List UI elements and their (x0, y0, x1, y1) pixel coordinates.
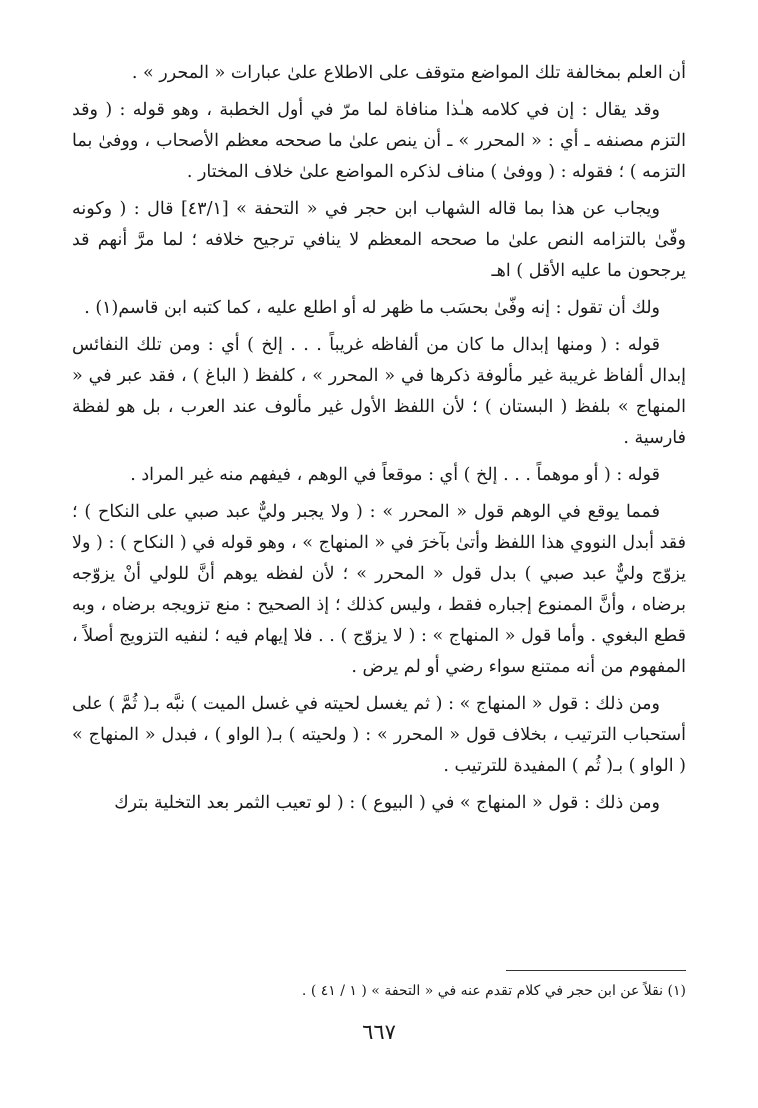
paragraph: ومن ذلك : قول « المنهاج » في ( البيوع ) : ( لو تعيب الثمر بعد التخلية بترك (114, 793, 660, 813)
paragraph: قوله : ( أو موهماً . . . إلخ ) أي : موقعاً في الوهم ، فيفهم منه غير المراد . (130, 465, 660, 485)
paragraph: أن العلم بمخالفة تلك المواضع متوقف على الاطلاع علىٰ عبارات « المحرر » . (131, 63, 686, 83)
paragraph: ومن ذلك : قول « المنهاج » : ( ثم يغسل لحيته في غسل الميت ) نبَّه بـ( ثُمَّ ) على أستحباب الترتيب ، بخلاف قول « المحرر » : ( ولحيته ) بـ( الواو ) ، فبدل « المنهاج » ( الواو ) بـ( ثُم ) المفيدة للترتيب . (72, 694, 686, 776)
paragraph: ولك أن تقول : إنه وفّىٰ بحسَب ما ظهر له أو اطلع عليه ، كما كتبه ابن قاسم(١) . (84, 298, 660, 318)
paragraph: وقد يقال : إن في كلامه هـٰذا منافاة لما مرّ في أول الخطبة ، وهو قوله : ( وقد التزم مصنفه ـ أي : « المحرر » ـ أن ينص علىٰ ما صححه معظم الأصحاب ، ووفىٰ بما التزمه ) ؛ فقوله : ( ووفىٰ ) مناف لذكره المواضع علىٰ خلاف المختار . (72, 100, 686, 182)
footnote-divider (506, 970, 686, 971)
paragraph: فمما يوقع في الوهم قول « المحرر » : ( ولا يجبر وليٌّ عبد صبي على النكاح ) ؛ فقد أبدل النووي هذا اللفظ وأتىٰ بآخرَ في « المنهاج » ، وهو قوله في ( النكاح ) : ( ولا يزوّج وليٌّ عبد صبي ) بدل قول « المحرر » ؛ لأن لفظه يوهم أنَّ للولي أنْ يزوّجه برضاه ، وأنَّ الممنوع إجباره فقط ، وليس كذلك ؛ إذ الصحيح : منع تزويجه برضاه ، وبه قطع البغوي . وأما قول « المنهاج » : ( لا يزوّج ) . . فلا إيهام فيه ؛ لنفيه التزويج أصلاً ، المفهوم من أنه ممتنع سواء رضي أو لم يرض . (72, 502, 686, 677)
paragraph: ويجاب عن هذا بما قاله الشهاب ابن حجر في « التحفة » [٤٣/١] قال : ( وكونه وفّىٰ بالتزامه النص علىٰ ما صححه المعظم لا ينافي ترجيح خلافه ؛ لما مرَّ أنهم قد يرجحون ما عليه الأقل ) اهـ (72, 199, 686, 281)
paragraph: قوله : ( ومنها إبدال ما كان من ألفاظه غريباً . . . إلخ ) أي : ومن تلك النفائس إبدال ألفاظ غريبة غير مألوفة ذكرها في « المحرر » ، كلفظ ( الباغ ) ، فقد عبر في « المنهاج » بلفظ ( البستان ) ؛ لأن اللفظ الأول غير مألوف عند العرب ، بل هو لفظة فارسية . (72, 335, 686, 448)
page-number: ٦٦٧ (362, 1020, 396, 1044)
footnote: (١) نقلاً عن ابن حجر في كلام تقدم عنه في « التحفة » ( ١ / ٤١ ) . (301, 983, 686, 999)
main-text (72, 58, 686, 825)
